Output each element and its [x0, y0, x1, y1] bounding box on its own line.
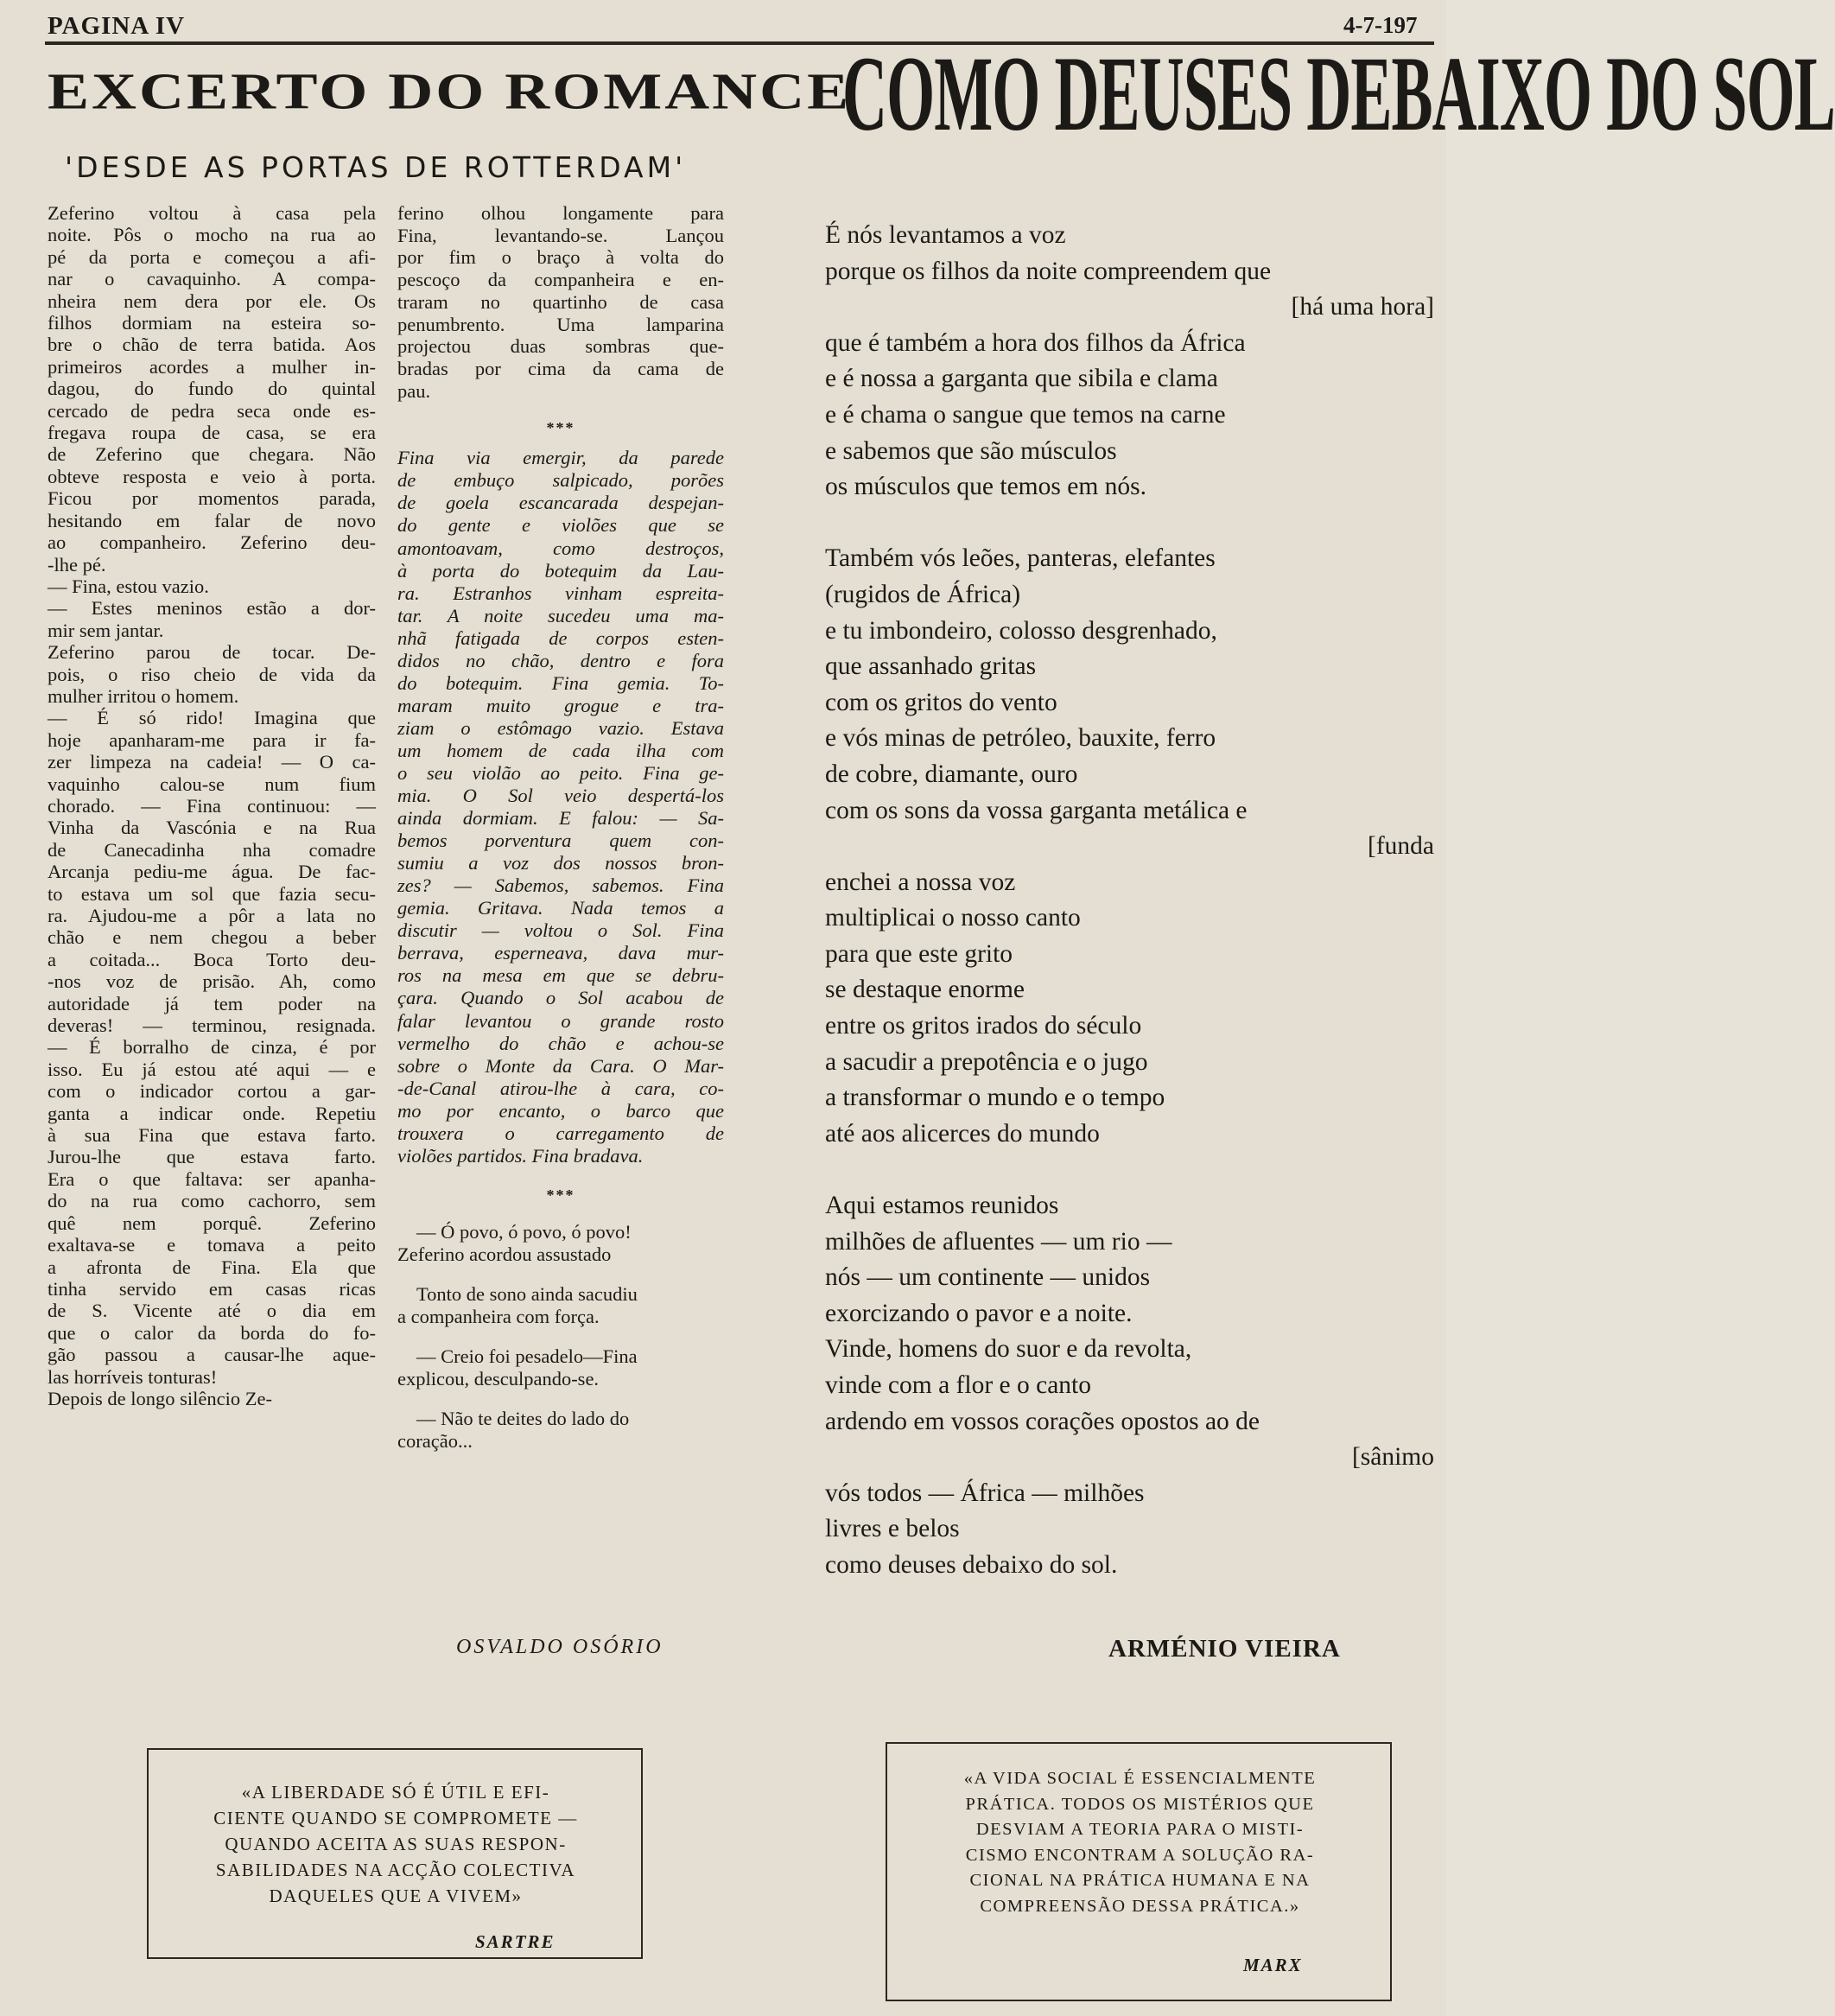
- article-line: ziam o estômago vazio. Estava: [397, 716, 724, 739]
- article-line: zer limpeza na cadeia! — O ca-: [48, 751, 376, 773]
- article-line: a afronta de Fina. Ela que: [48, 1256, 376, 1278]
- poem-line: se destaque enorme: [825, 976, 1025, 1004]
- article-line: bradas por cima da cama de: [397, 357, 724, 379]
- quote-line: «A VIDA SOCIAL É ESSENCIALMENTE: [963, 1769, 1317, 1788]
- article-line: gão passou a causar-lhe aque-: [48, 1344, 376, 1366]
- article-line: trouxera o carregamento de: [397, 1122, 724, 1144]
- poem-line: até aos alicerces do mundo: [825, 1119, 1100, 1148]
- article-line: à sua Fina que estava farto.: [48, 1124, 376, 1147]
- article-line: — É borralho de cinza, é por: [48, 1036, 376, 1059]
- poem-line: Aqui estamos reunidos: [825, 1192, 1059, 1220]
- poem-line: vós todos — África — milhões: [825, 1479, 1145, 1507]
- stanza-break: [825, 506, 1434, 542]
- article-line: chão e nem chegou a beber: [48, 926, 376, 949]
- poem-line: de cobre, diamante, ouro: [825, 760, 1078, 788]
- poem-line: e é chama o sangue que temos na carne: [825, 400, 1226, 429]
- quote-line: COMPREENSÃO DESSA PRÁTICA.»: [980, 1896, 1300, 1916]
- article-line: deveras! — terminou, resignada.: [48, 1014, 376, 1037]
- article-line: vermelho do chão e achou-se: [397, 1032, 724, 1054]
- article-line: nhã fatigada de corpos esten-: [397, 626, 724, 649]
- poem-body: [825, 218, 1434, 1584]
- article-line: Zeferino voltou à casa pela: [48, 202, 376, 224]
- article-line: — Não te deites do lado do: [416, 1407, 630, 1429]
- article-line: amontoavam, como destroços,: [397, 537, 724, 559]
- article-line: hesitando em falar de novo: [48, 509, 376, 531]
- poem-line: porque os filhos da noite compreendem que: [825, 257, 1272, 285]
- article-line: — Creio foi pesadelo—Fina: [416, 1345, 638, 1367]
- article-line: de S. Vicente até o dia em: [48, 1300, 376, 1322]
- article-line: fregava roupa de casa, se era: [48, 422, 376, 444]
- article-line: gemia. Gritava. Nada temos a: [397, 897, 724, 919]
- article-line: tar. A noite sucedeu uma ma-: [397, 604, 724, 626]
- article-line: filhos dormiam na esteira so-: [48, 312, 376, 334]
- poem-line: e vós minas de petróleo, bauxite, ferro: [825, 724, 1216, 753]
- poem-line: que é também a hora dos filhos da África: [825, 328, 1246, 357]
- article-line: — Fina, estou vazio.: [48, 575, 209, 597]
- article-line: sobre o Monte da Cara. O Mar-: [397, 1054, 724, 1077]
- quote-text: [162, 1779, 629, 1909]
- separator-stars: ***: [546, 419, 575, 437]
- quote-author: MARX: [1243, 1955, 1303, 1975]
- column-2-block-a: [397, 202, 724, 402]
- article-line: vaquinho calou-se num fium: [48, 773, 376, 795]
- article-line: ao companheiro. Zeferino deu-: [48, 531, 376, 554]
- article-line: berrava, esperneava, dava mur-: [397, 942, 724, 964]
- poem-line: e sabemos que são músculos: [825, 436, 1117, 465]
- article-line: tinha servido em casas ricas: [48, 1277, 376, 1300]
- poem-line: ardendo em vossos corações opostos ao de: [825, 1407, 1260, 1435]
- article-line: do na rua como cachorro, sem: [48, 1190, 376, 1212]
- article-paragraph: [397, 1283, 724, 1328]
- article-line: Fina via emergir, da parede: [397, 447, 724, 469]
- quote-line: CISMO ENCONTRAM A SOLUÇÃO RA-: [965, 1845, 1315, 1865]
- article-line: pescoço da companheira e en-: [397, 269, 724, 291]
- article-line: de embuço salpicado, porões: [397, 469, 724, 492]
- article-line: ainda dormiam. E falou: — Sa-: [397, 807, 724, 830]
- stanza-break: [825, 1152, 1434, 1188]
- article-line: bemos porventura quem con-: [397, 830, 724, 852]
- column-2-block-b: [397, 447, 724, 1167]
- article-line: de Canecadinha nha comadre: [48, 838, 376, 861]
- article-line: Depois de longo silêncio Ze-: [48, 1387, 272, 1409]
- article-line: mia. O Sol veio despertá-los: [397, 785, 724, 807]
- article-line: mir sem jantar.: [48, 619, 164, 641]
- article-line: falar levantou o grande rosto: [397, 1009, 724, 1032]
- article-line: maram muito grogue e tra-: [397, 694, 724, 716]
- article-line: Vinha da Vascónia e na Rua: [48, 817, 376, 839]
- article-line: Fina, levantando-se. Lançou: [397, 224, 724, 246]
- article-line: de Zeferino que chegara. Não: [48, 443, 376, 466]
- poem-line: Também vós leões, panteras, elefantes: [825, 544, 1216, 573]
- poem-line: multiplicai o nosso canto: [825, 904, 1081, 932]
- article-line: a coitada... Boca Torto deu-: [48, 948, 376, 970]
- poem-line: e é nossa a garganta que sibila e clama: [825, 365, 1218, 393]
- article-line: primeiros acordes a mulher in-: [48, 355, 376, 378]
- article-column-1: [48, 202, 376, 1409]
- article-line: chorado. — Fina continuou: —: [48, 794, 376, 817]
- article-line: bre o chão de terra batida. Aos: [48, 334, 376, 356]
- article-line: violões partidos. Fina bradava.: [397, 1144, 644, 1167]
- article-line: sumiu a voz dos nossos bron-: [397, 852, 724, 874]
- article-line: mulher irritou o homem.: [48, 684, 239, 707]
- poem-line: entre os gritos irados do século: [825, 1012, 1142, 1040]
- article-line: pois, o riso cheio de vida da: [48, 663, 376, 685]
- article-line: quê nem porquê. Zeferino: [48, 1212, 376, 1234]
- poem-line: vinde com a flor e o canto: [825, 1371, 1091, 1399]
- article-line: pé da porta e começou a afi-: [48, 245, 376, 268]
- article-line: -de-Canal atirou-lhe à cara, co-: [397, 1077, 724, 1099]
- poem-line: [funda: [1368, 832, 1434, 861]
- article-line: de goela escancarada despejan-: [397, 492, 724, 514]
- article-line: dagou, do fundo do quintal: [48, 378, 376, 400]
- article-author: OSVALDO OSÓRIO: [456, 1636, 664, 1658]
- poem-line: como deuses debaixo do sol.: [825, 1550, 1118, 1579]
- poem-line: nós — um continente — unidos: [825, 1263, 1151, 1292]
- article-paragraph: [397, 1345, 724, 1390]
- article-line: hoje apanharam-me para ir fa-: [48, 728, 376, 751]
- article-line: pau.: [397, 379, 431, 402]
- article-line: Ficou por momentos parada,: [48, 487, 376, 510]
- quote-line: CIONAL NA PRÁTICA HUMANA E NA: [969, 1871, 1311, 1890]
- article-line: mo por encanto, o barco que: [397, 1099, 724, 1122]
- poem-author: ARMÉNIO VIEIRA: [1108, 1635, 1341, 1663]
- article-line: nheira nem dera por ele. Os: [48, 289, 376, 312]
- poem-line: [há uma hora]: [1291, 293, 1434, 321]
- quote-line: PRÁTICA. TODOS OS MISTÉRIOS QUE: [965, 1794, 1315, 1814]
- article-line: — Estes meninos estão a dor-: [48, 597, 376, 620]
- poem-line: para que este grito: [825, 939, 1013, 968]
- poem-line: livres e belos: [825, 1515, 960, 1543]
- quote-line: «A LIBERDADE SÓ É ÚTIL E EFI-: [241, 1782, 550, 1803]
- article-line: çara. Quando o Sol acabou de: [397, 987, 724, 1009]
- article-line: discutir — voltou o Sol. Fina: [397, 919, 724, 942]
- separator-stars: ***: [546, 1186, 575, 1204]
- article-line: isso. Eu já estou até aqui — e: [48, 1058, 376, 1080]
- article-line: nar o cavaquinho. A compa-: [48, 268, 376, 290]
- article-line: las horríveis tonturas!: [48, 1365, 218, 1388]
- poem-line: Vinde, homens do suor e da revolta,: [825, 1335, 1192, 1364]
- article-line: — É só rido! Imagina que: [48, 707, 376, 729]
- article-line: ra. Ajudou-me a pôr a lata no: [48, 905, 376, 926]
- article-line: Arcanja pediu-me água. De fac-: [48, 861, 376, 883]
- quote-box-sartre: [147, 1748, 643, 1959]
- poem-line: a transformar o mundo e o tempo: [825, 1084, 1165, 1112]
- article-line: Zeferino parou de tocar. De-: [48, 641, 376, 664]
- page-date: 4-7-197: [1343, 12, 1418, 38]
- article-line: com o indicador cortou a gar-: [48, 1080, 376, 1103]
- poem-line: com os sons da vossa garganta metálica e: [825, 796, 1248, 824]
- article-line: -nos voz de prisão. Ah, como: [48, 970, 376, 993]
- quote-line: DESVIAM A TEORIA PARA O MISTI-: [975, 1820, 1305, 1839]
- article-line: zes? — Sabemos, sabemos. Fina: [397, 874, 724, 897]
- poem-line: que assanhado gritas: [825, 652, 1037, 681]
- article-line: exaltava-se e tomava a peito: [48, 1234, 376, 1256]
- poem-line: [sânimo: [1351, 1443, 1434, 1472]
- article-line: didos no chão, dentro e fora: [397, 649, 724, 671]
- article-subtitle: 'DESDE AS PORTAS DE ROTTERDAM': [65, 150, 687, 184]
- article-line: ros na mesa em que se debru-: [397, 964, 724, 987]
- article-line: que o calor da borda do fo-: [48, 1321, 376, 1344]
- article-line: -lhe pé.: [48, 553, 106, 576]
- article-line: Era o que faltava: ser apanha-: [48, 1167, 376, 1190]
- article-paragraph: [397, 1221, 724, 1266]
- quote-box-marx: [886, 1742, 1392, 2001]
- page-label: PAGINA IV: [48, 12, 186, 40]
- article-line: traram no quartinho de casa: [397, 290, 724, 313]
- article-line: Tonto de sono ainda sacudiu: [416, 1282, 638, 1305]
- quote-text: [905, 1766, 1375, 1919]
- poem-title: COMO DEUSES DEBAIXO DO SOL: [842, 35, 1835, 154]
- poem-line: exorcizando o pavor e a noite.: [825, 1299, 1133, 1327]
- article-line: a companheira com força.: [397, 1305, 600, 1327]
- article-paragraph: [397, 1408, 724, 1453]
- poem-line: os músculos que temos em nós.: [825, 473, 1147, 501]
- poem-line: (rugidos de África): [825, 580, 1021, 608]
- article-line: — Ó povo, ó povo, ó povo!: [416, 1220, 632, 1243]
- poem-line: e tu imbondeiro, colosso desgrenhado,: [825, 616, 1217, 645]
- article-line: do gente e violões que se: [397, 514, 724, 537]
- article-title: EXCERTO DO ROMANCE: [48, 62, 852, 120]
- poem-line: enchei a nossa voz: [825, 868, 1016, 896]
- article-line: explicou, desculpando-se.: [397, 1367, 600, 1390]
- quote-line: DAQUELES QUE A VIVEM»: [269, 1886, 523, 1906]
- article-line: coração...: [397, 1429, 473, 1452]
- article-line: do botequim. Fina gemia. To-: [397, 671, 724, 694]
- article-line: Zeferino acordou assustado: [397, 1243, 612, 1265]
- article-line: autoridade já tem poder na: [48, 992, 376, 1014]
- poem-line: a sacudir a prepotência e o jugo: [825, 1047, 1148, 1076]
- quote-author: SARTRE: [475, 1931, 556, 1952]
- article-line: projectou duas sombras que-: [397, 335, 724, 358]
- quote-line: QUANDO ACEITA AS SUAS RESPON-: [225, 1834, 567, 1854]
- article-line: obteve resposta e veio à porta.: [48, 465, 376, 487]
- quote-line: CIENTE QUANDO SE COMPROMETE —: [213, 1808, 578, 1828]
- article-line: o seu violão ao peito. Fina ge-: [397, 761, 724, 784]
- poem-line: milhões de afluentes — um rio —: [825, 1227, 1172, 1256]
- article-line: penumbrento. Uma lamparina: [397, 313, 724, 335]
- article-line: noite. Pôs o mocho na rua ao: [48, 224, 376, 246]
- article-column-2: [397, 202, 724, 1470]
- article-line: cercado de pedra seca onde es-: [48, 399, 376, 422]
- article-line: um homem de cada ilha com: [397, 739, 724, 761]
- poem-line: É nós levantamos a voz: [825, 221, 1066, 249]
- article-line: por fim o braço à volta do: [397, 246, 724, 269]
- article-line: ferino olhou longamente para: [397, 202, 724, 224]
- column-2-block-c: [397, 1221, 724, 1453]
- quote-line: SABILIDADES NA ACÇÃO COLECTIVA: [215, 1860, 576, 1880]
- article-line: ganta a indicar onde. Repetiu: [48, 1102, 376, 1124]
- article-line: Jurou-lhe que estava farto.: [48, 1146, 376, 1168]
- poem-line: com os gritos do vento: [825, 688, 1057, 716]
- article-line: to estava um sol que fazia secu-: [48, 882, 376, 905]
- article-line: ra. Estranhos vinham espreita-: [397, 582, 724, 604]
- article-line: à porta do botequim da Lau-: [397, 559, 724, 582]
